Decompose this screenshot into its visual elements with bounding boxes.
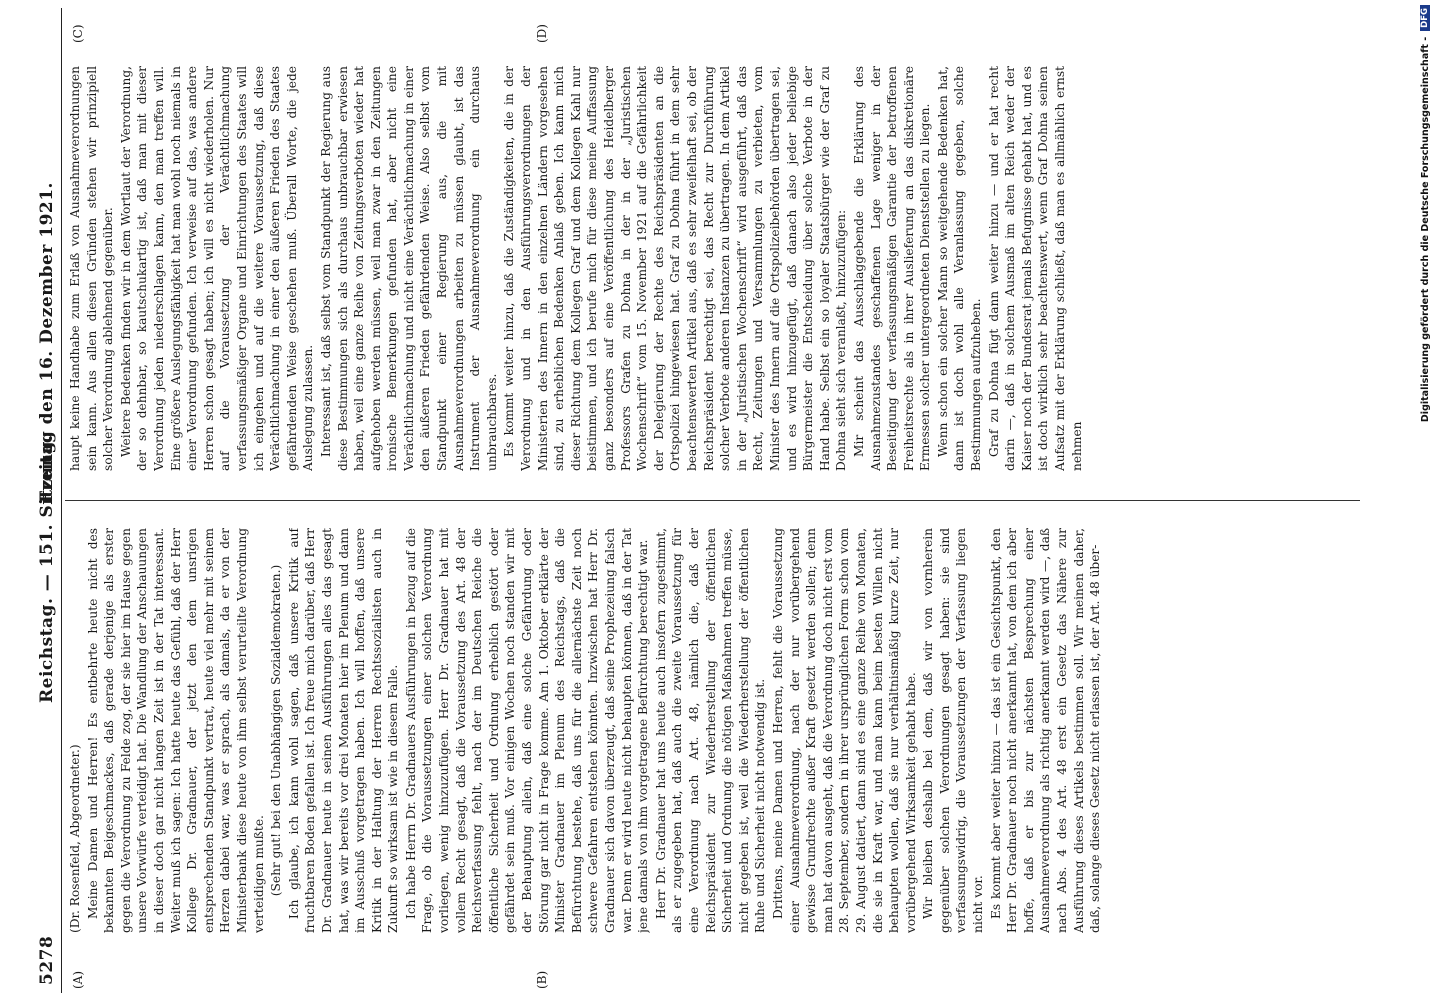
speaker-line: (Dr. Rosenfeld, Abgeordneter.) [68,744,82,933]
paragraph: Ich glaube, ich kann wohl sagen, daß unsere Kritik auf fruchtbaren Boden gefallen ist. Ich freue mich darüber, daß Herr Dr. Gradnauer heute in seinen Ausführungen alles das gesagt hat, was wir bereits vor drei Monaten hier im Plenum und dann im Ausschuß vorgetragen haben. Ich will hoffen, daß unsere Kritik in der Haltung der Herren Rechtssozialisten auch in Zukunft so wirksam ist wie in diesem Falle. [286,528,401,933]
margin-mark-b: (B) [535,970,549,989]
dfg-logo: DFG [1420,5,1430,31]
margin-mark-d: (D) [535,24,549,43]
quotation: Mir scheint das Ausschlaggebende die Erklärung des Ausnahmezustandes geschaffenen Lage weniger in der Beseitigung der verfassungsmäßigen Garantie der betroffenen Freiheitsrechte als in ihrer Auslieferung an das diskretionäre Ermessen solcher untergeordneten Dienststellen zu liegen. [851,66,933,471]
paragraph: Es kommt aber weiter hinzu — das ist ein Gesichtspunkt, den Herr Dr. Gradnauer noch nicht anerkannt hat, von dem ich aber hoffe, daß er bis zur nächsten Besprechung einer Ausnahmeverordnung als richtig anerkannt werden wird —, daß nach Abs. 4 des Art. 48 erst ein Gesetz das Nähere zur Ausführung dieses Artikels bestimmen soll. Wir meinen daher, daß, solange dieses Gesetz nicht erlassen ist, der Art. 48 über- [988,528,1103,933]
paragraph: Wenn schon ein solcher Mann so weitgehende Bedenken hat, dann ist doch wohl alle Veranlassung gegeben, solche Bestimmungen aufzuheben. [935,66,984,471]
paragraph: Herr Dr. Gradnauer hat uns heute auch insofern zugestimmt, als er zugegeben hat, daß auch die zweite Voraussetzung für eine Verordnung nach Art. 48, nämlich die, daß der Reichspräsident zur Wiederherstellung der öffentlichen Sicherheit und Ordnung die nötigen Maßnahmen treffen müsse, nicht gegeben ist, weil die Wiederherstellung der öffentlichen Ruhe und Sicherheit nicht notwendig ist. [653,528,768,933]
margin-mark-c: (C) [71,24,85,43]
paragraph: Weitere Bedenken finden wir in dem Wortlaut der Verordnung, der so dehnbar, so kautschukartig ist, daß man mit dieser Verordnung jeden niederschlagen kann, den man treffen will. Eine größere Auslegungsfähigkeit hat man wohl noch niemals in einer Verordnung gefunden. Ich verweise auf das, was andere Herren schon gesagt haben; ich will es nicht wiederholen. Nur auf die Voraussetzung der Verächtlichmachung verfassungsmäßiger Organe und Einrichtungen des Staates will ich eingehen und auf die weitere Voraussetzung, daß diese Verächtlichmachung in einer den äußeren Frieden des Staates gefährdenden Weise geschehen muß. Überall Worte, die jede Auslegung zulassen. [118,66,316,471]
header-right-title: Freitag den 16. Dezember 1921. [37,182,57,503]
paragraph: Wir bleiben deshalb bei dem, daß wir von vornherein gegenüber solchen Verordnungen gesagt haben: sie sind verfassungswidrig, die Voraussetzungen der Verfassung liegen nicht vor. [921,528,986,933]
paragraph: Interessant ist, daß selbst vom Standpunkt der Regierung aus diese Bestimmungen sich als durchaus unbrauchbar erwiesen haben, weil eine ganze Reihe von Zeitungsverboten wieder hat aufgehoben werden müssen, weil man zwar in den Zeitungen ironische Bemerkungen gefunden hat, aber nicht eine Verächtlichmachung und nicht eine Verächtlichmachung in einer den äußeren Frieden gefährdenden Weise. Also selbst vom Standpunkt einer Regierung aus, die mit Ausnahmeverordnungen arbeiten zu müssen glaubt, ist das Instrument der Ausnahmeverordnung ein durchaus unbrauchbares. [318,66,499,471]
interjection: (Sehr gut! bei den Unabhängigen Sozialdemokraten.) [269,564,284,897]
paragraph: Ich habe Herrn Dr. Gradnauers Ausführungen in bezug auf die Frage, ob die Voraussetzungen einer solchen Verordnung vorliegen, wenig hinzuzufügen. Herr Dr. Gradnauer hat mit vollem Recht gesagt, daß die Voraussetzung des Art. 48 der Reichsverfassung fehlt, nach der im Deutschen Reiche die öffentliche Sicherheit und Ordnung erheblich gestört oder gefährdet sein muß. Vor einigen Wochen noch standen wir mit der Behauptung allein, daß eine solche Gefährdung oder Störung gar nicht in Frage komme. Am 1. Oktober erklärte der Minister Gradnauer im Plenum des Reichstags, daß die Befürchtung bestehe, daß uns für die allernächste Zeit noch schwere Gefahren entstehen könnten. Inzwischen hat Herr Dr. Gradnauer sich davon überzeugt, daß seine Prophezeiung falsch war. Denn er wird heute nicht behaupten können, daß in der Tat jene damals von ihm vorgetragene Befürchtung berechtigt war. [403,528,651,933]
rotated-page [35,8,1360,993]
left-column [67,528,1360,933]
margin-mark-a: (A) [71,970,85,989]
paragraph: Meine Damen und Herren! Es entbehrte heute nicht des bekannten Beigeschmackes, daß gerade derjenige als erster gegen die Verordnung zu Felde zog, der sie hier im Hause gegen unsere Vorwürfe verteidigt hat. Die Wandlung der Anschauungen in dieser doch gar nicht langen Zeit ist in der Tat interessant. Weiter muß ich sagen: Ich hatte heute das Gefühl, daß der Herr Kollege Dr. Gradnauer, der jetzt den dem unsrigen entsprechenden Standpunkt vertrat, heute viel mehr mit seinem Herzen dabei war, was er sprach, als damals, da er von der Ministerbank diese heute von ihm selbst verurteilte Verordnung verteidigen mußte. [85,528,266,933]
paragraph: Graf zu Dohna fügt dann weiter hinzu — und er hat recht darin —, daß in solchem Ausmaß im alten Reich weder der Kaiser noch der Bundesrat jemals Befugnisse gehabt hat, und es ist doch wirklich sehr beachtenswert, wenn Graf Dohna seinen Aufsatz mit der Erklärung schließt, daß man es allmählich ernst nehmen [986,66,1084,471]
digitization-credit [1418,5,1432,995]
paragraph: Drittens, meine Damen und Herren, fehlt die Voraussetzung einer Ausnahmeverordnung, nach der nur vorübergehend gewisse Grundrechte außer Kraft gesetzt werden sollen; denn man hat davon ausgeht, daß die Verordnung doch nicht erst vom 28. September, sondern in ihrer ursprünglichen Form schon vom 29. August datiert, dann sind es eine ganze Reihe von Monaten, die sie in Kraft war, und man kann beim besten Willen nicht behaupten wollen, daß sie nur verhältnismäßig kurze Zeit, nur vorübergehend Wirksamkeit gehabt habe. [770,528,918,933]
column-divider [65,500,1360,501]
paragraph: haupt keine Handhabe zum Erlaß von Ausnahmeverordnungen sein kann. Aus allen diesen Gründen stehen wir prinzipiell solcher Verordnung ablehnend gegenüber. [68,66,116,471]
paragraph: Es kommt weiter hinzu, daß die Zuständigkeiten, die in der Verordnung und in den Ausführungsverordnungen der Ministerien des Innern in den einzelnen Ländern vorgesehen sind, zu erheblichen Bedenken Anlaß geben. Ich kann mich dieser Richtung dem Kollegen Graf und dem Kollegen Kahl nur beistimmen, und ich berufe mich für diese meine Auffassung ganz besonders auf eine Veröffentlichung des Heidelberger Professors Grafen zu Dohna in der in der „Juristischen Wochenschrift“ vom 15. November 1921 auf die Gefährlichkeit der Delegierung der Rechte des Reichspräsidenten an die Ortspolizei hingewiesen hat. Graf zu Dohna führt in dem sehr beachtenswerten Artikel aus, daß es sehr zweifelhaft sei, ob der Reichspräsident berechtigt sei, das Recht zur Durchführung solcher Verbote anderen Instanzen zu übertragen. In dem Artikel in der „Juristischen Wochenschrift“ wird ausgeführt, daß das Recht, Zeitungen und Versammlungen zu verbieten, vom Minister des Innern auf die Ortspolizeibehörden übertragen sei, und es wird hinzugefügt, daß danach also jeder beliebige Bürgermeister die Entscheidung über solche Verbote in der Hand habe. Selbst ein so loyaler Staatsbürger wie der Graf zu Dohna sieht sich veranlaßt, hinzuzufügen: [502,66,849,471]
page-number: 5278 [37,935,57,985]
credit-text: Digitalisierung gefördert durch die Deutsche Forschungsgemeinschaft - [1419,36,1431,423]
header-rule [61,8,62,993]
header-left-title: Reichstag. — 151. Sitzung. [37,434,57,703]
page-header [35,8,61,993]
right-column [67,66,1360,471]
